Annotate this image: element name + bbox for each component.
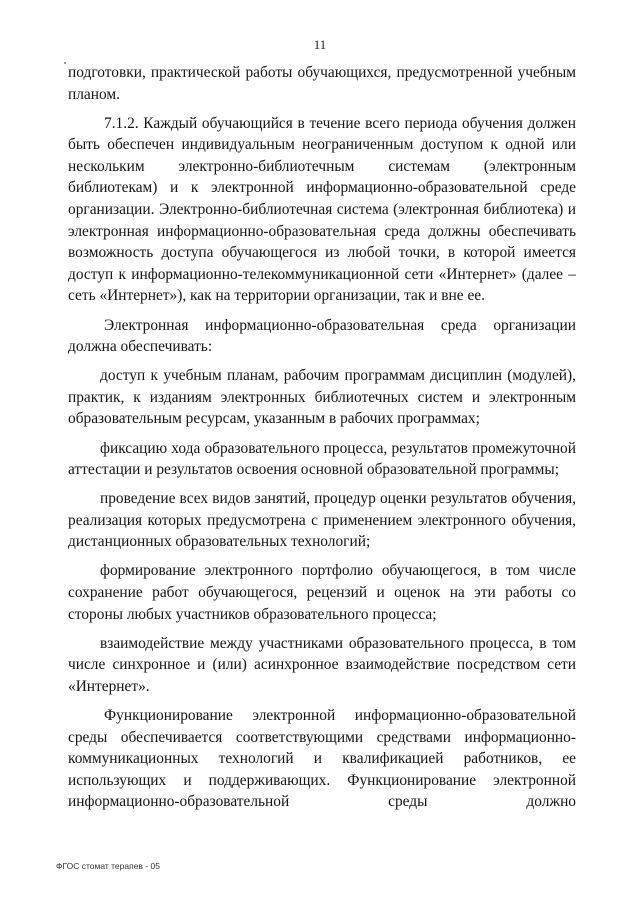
list-item-access: доступ к учебным планам, рабочим программам дисциплин (модулей), практик, к изданиям электронных библиотечных систем и электронным образовательным ресурсам, указанным в рабочих программах; [68,367,576,428]
list-item-interaction: взаимодействие между участниками образовательного процесса, в том числе синхронное и (или) асинхронное взаимодействие посредством сети «Интернет». [68,634,576,695]
list-item-recording: фиксацию хода образовательного процесса, результатов промежуточной аттестации и результатов освоения основной образовательной программы; [68,439,576,479]
list-item-portfolio: формирование электронного портфолио обучающегося, в том числе сохранение работ обучающегося, рецензий и оценок на эти работы со стороны любых участников образовательного процесса; [68,562,576,623]
paragraph-7-1-2: 7.1.2. Каждый обучающийся в течение всего периода обучения должен быть обеспечен индивидуальным неограниченным доступом к одной или нескольким электронно-библиотечным системам (электронным библиотекам) и к электронной информационно-образовательной среде организации. Электронно-библиотечная система (электронная библиотека) и электронная информационно-образовательная среда должны обеспечивать возможность доступа обучающегося из любой точки, в которой имеется доступ к информационно-телекоммуникационной сети «Интернет» (далее – сеть «Интернет»), как на территории организации, так и вне ее. [68,114,576,305]
footer-code: ФГОС стомат терапев - 05 [56,861,160,871]
paragraph-continuation: подготовки, практической работы обучающихся, предусмотренной учебным планом. [68,64,576,103]
document-body [68,62,576,813]
list-item-classes: проведение всех видов занятий, процедур оценки результатов обучения, реализация которых предусмотрена с применением электронного обучения, дистанционных образовательных технологий; [68,490,576,551]
paragraph-functioning: Функционирование электронной информационно-образовательной среды обеспечивается соответствующими средствами информационно-коммуникационных технологий и квалификацией работников, ее использующих и поддерживающих. Функционирование электронной информационно-образовательной среды должно [68,707,576,811]
scan-mark [64,62,66,64]
paragraph-eios-requirements: Электронная информационно-образовательная среда организации должна обеспечивать: [68,316,576,356]
page-number: 11 [313,37,327,52]
